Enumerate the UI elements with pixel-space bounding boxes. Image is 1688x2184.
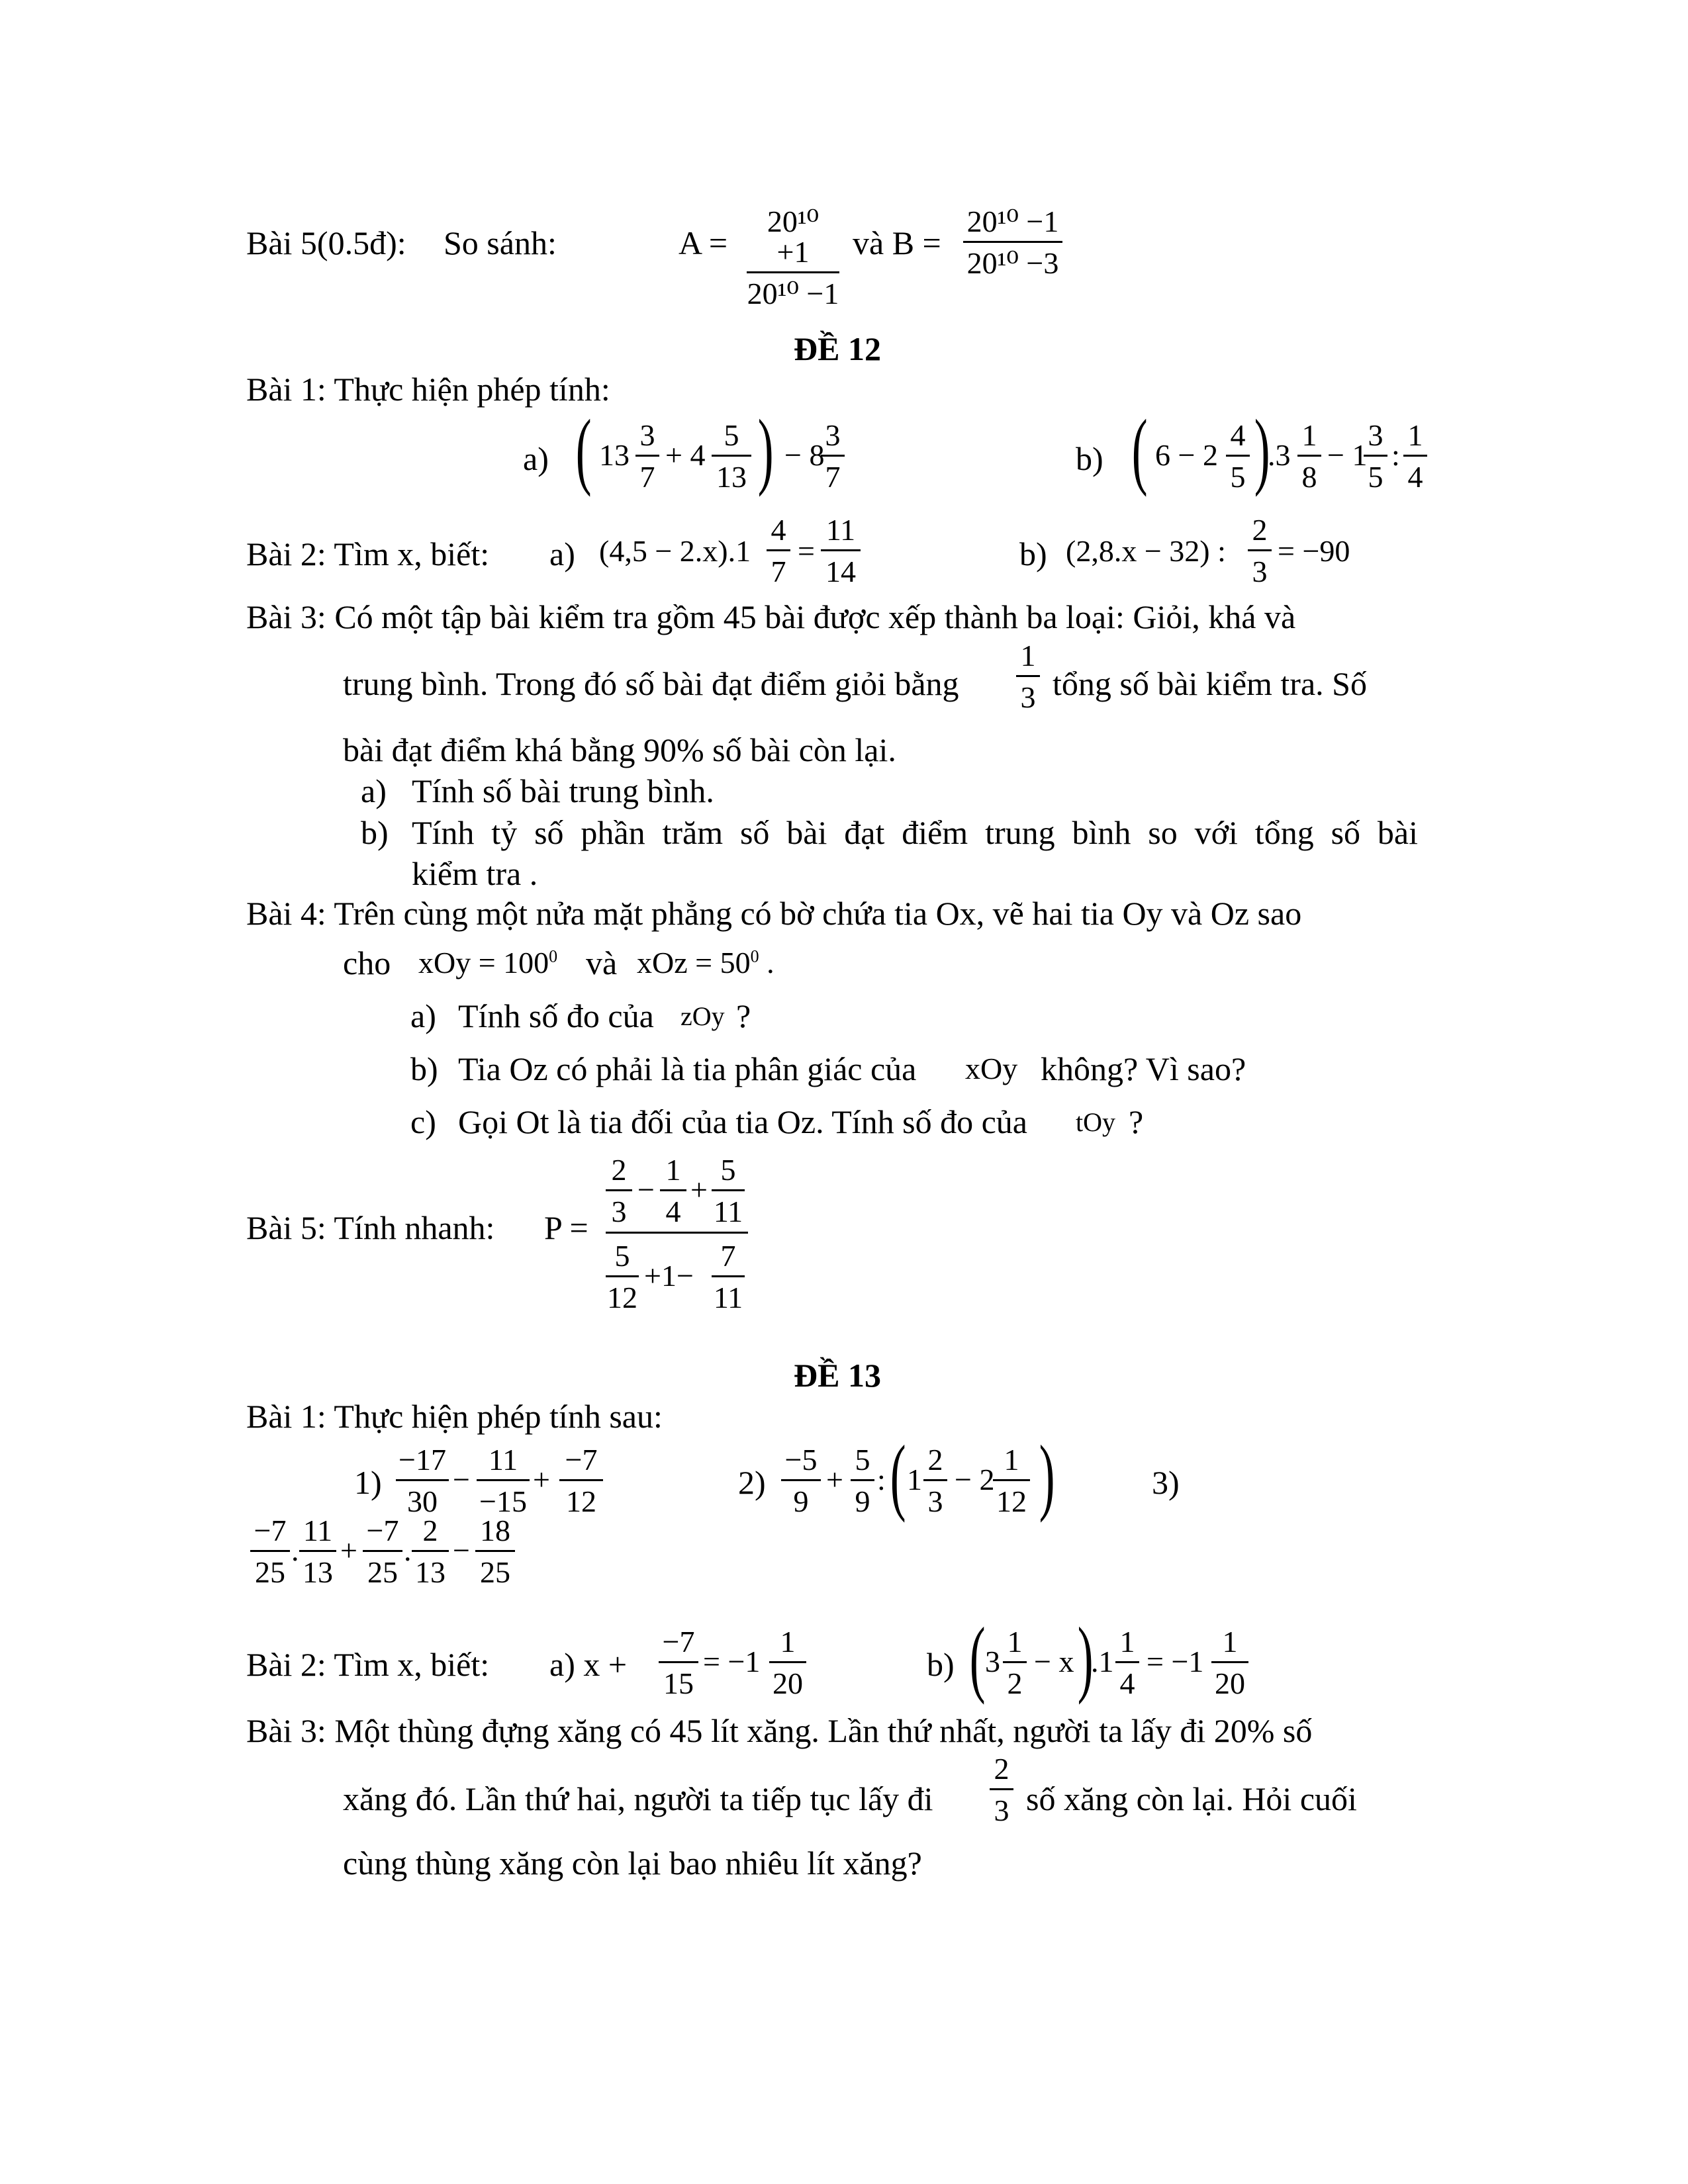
de12-bai1-a-label: a) — [523, 440, 549, 477]
frac-1-4b: $\frac{1}{4}$ — [1115, 1627, 1139, 1699]
de12-bai4-c: Gọi Ot là tia đối của tia Oz. Tính số đo của — [458, 1103, 1027, 1140]
frac-4-5: $\frac{4}{5}$ — [1226, 420, 1250, 492]
frac-m7-15: $\frac{-7}{15}$ — [659, 1627, 698, 1699]
de12-bai4-va: và — [586, 944, 618, 981]
paren-open-13: ( — [890, 1428, 906, 1524]
paren-open-2b: ( — [969, 1610, 986, 1706]
angle-toy: tOy — [1076, 1107, 1115, 1137]
de13-bai1: Bài 1: Thực hiện phép tính sau: — [246, 1398, 663, 1435]
de12-bai4-line1: Bài 4: Trên cùng một nửa mặt phẳng có bờ chứa tia Ox, vẽ hai tia Oy và Oz sao — [246, 895, 1302, 932]
fraction-B — [963, 206, 1062, 279]
de13-bai3-line3: cùng thùng xăng còn lại bao nhiêu lít xăng? — [343, 1844, 922, 1882]
A-numerator: 20¹⁰ +1 — [767, 205, 820, 269]
frac-1-20: $\frac{1}{20}$ — [769, 1627, 806, 1699]
minus-x: − x — [1034, 1645, 1074, 1678]
de12-bai2-label: Bài 2: Tìm x, biết: — [246, 535, 490, 572]
frac-3-5: $\frac{3}{5}$ — [1364, 420, 1387, 492]
frac-1-3: $\frac{1}{3}$ — [1016, 641, 1040, 713]
A-denominator: 20¹⁰ −1 — [747, 271, 839, 309]
eq-m1b: = −1 — [1147, 1645, 1204, 1678]
frac-1-20b: $\frac{1}{20}$ — [1211, 1627, 1248, 1699]
B-numerator: 20¹⁰ −1 — [966, 205, 1059, 238]
de12-bai4-b-end: không? Vì sao? — [1041, 1050, 1246, 1087]
B-denominator: 20¹⁰ −3 — [963, 241, 1062, 279]
paren-close-b: ) — [1254, 402, 1270, 498]
op-colon: : — [877, 1463, 886, 1496]
de13-title: ĐỀ 13 — [794, 1357, 881, 1394]
mixed-13: 13 — [599, 438, 630, 472]
de12-bai3-b1: Tính tỷ số phần trăm số bài đạt điểm trung bình so với tổng số bài — [412, 814, 1418, 851]
minus-8: − 8 — [784, 438, 825, 472]
de12-bai1-b-label: b) — [1076, 440, 1103, 477]
de12-bai4-cho: cho — [343, 944, 391, 981]
frac-5-13: $\frac{5}{13}$ — [712, 420, 751, 492]
de13-bai3-line2a: xăng đó. Lần thứ hai, người ta tiếp tục lấy đi — [343, 1780, 933, 1817]
fraction-A — [747, 206, 839, 309]
de12-bai5-label: Bài 5: Tính nhanh: — [246, 1209, 495, 1246]
de12-bai2-b: b) — [1019, 535, 1047, 572]
frac-3-7: $\frac{3}{7}$ — [635, 420, 659, 492]
de13-bai2-a: a) x + — [549, 1646, 628, 1683]
eq-m1: = −1 — [703, 1645, 761, 1678]
de12-title: ĐỀ 12 — [794, 330, 881, 367]
eq: = — [798, 534, 815, 568]
frac-5-9: $\frac{5}{9}$ — [851, 1445, 874, 1517]
frac-2-3: $\frac{2}{3}$ — [1248, 515, 1272, 587]
de12-bai2-b-expr: (2,8.x − 32) : — [1066, 534, 1226, 568]
top-so-sanh: So sánh: — [444, 224, 557, 261]
de12-bai1: Bài 1: Thực hiện phép tính: — [246, 371, 610, 408]
angle-xoy: xOy — [965, 1052, 1018, 1085]
de12-bai2-a: a) — [549, 535, 575, 572]
de12-bai4-a-end: ? — [736, 997, 751, 1034]
frac-m7-12: $\frac{-7}{12}$ — [559, 1445, 603, 1517]
colon: : — [1391, 438, 1400, 472]
frac-1-4: $\frac{1}{4}$ — [1403, 420, 1427, 492]
angle-zoy: zOy — [680, 1001, 725, 1031]
top-bai5-label: Bài 5(0.5đ): — [246, 224, 406, 261]
paren-open: ( — [575, 402, 592, 498]
de13-p1: 1) — [354, 1464, 382, 1501]
de12-bai2-a-expr: (4,5 − 2.x).1 — [599, 534, 751, 568]
frac-11-m15: $\frac{11}{-15}$ — [477, 1445, 530, 1517]
frac-1-12: $\frac{1}{12}$ — [993, 1445, 1030, 1517]
frac-m5-9: $\frac{-5}{9}$ — [781, 1445, 821, 1517]
op-plus: + — [533, 1463, 550, 1496]
de12-bai5-P: P = — [544, 1209, 588, 1246]
one: 1 — [907, 1463, 922, 1496]
de12-bai3-line1: Bài 3: Có một tập bài kiểm tra gồm 45 bài được xếp thành ba loại: Giỏi, khá và — [246, 598, 1296, 635]
de12-bai3-line2a: trung bình. Trong đó số bài đạt điểm giỏi bằng — [343, 665, 959, 702]
de13-bai3-line2b: số xăng còn lại. Hỏi cuối — [1026, 1780, 1357, 1817]
de12-bai3-line2b: tổng số bài kiểm tra. Số — [1053, 665, 1367, 702]
de12-bai3-line3: bài đạt điểm khá bằng 90% số bài còn lại. — [343, 731, 896, 768]
three: 3 — [985, 1645, 1000, 1678]
de12-bai4-c-end: ? — [1129, 1103, 1144, 1140]
minus-1: − 1 — [1327, 438, 1368, 472]
de13-p3: 3) — [1152, 1464, 1180, 1501]
expr-3: $\frac{-7}{25}$ . $\frac{11}{13}$ + $\frac{-7}{25}$ . $\frac{2}{13}$ − $\frac{18}{25}$ — [250, 1516, 528, 1595]
angle-xoz-eq: xOz = $50^0$ . — [637, 946, 774, 979]
A-eq: A = — [679, 224, 728, 261]
complex-fraction-P: $\frac{2}{3}$ − $\frac{1}{4}$ + $\frac{5}{11}$ $\frac{5}{12}$ +1− $\frac{7}{11}$ — [606, 1155, 748, 1314]
de12-bai4-c-label: c) — [410, 1103, 436, 1140]
op-plus2: + — [826, 1463, 843, 1496]
frac-4-7: $\frac{4}{7}$ — [767, 515, 790, 587]
de13-bai2-b: b) — [927, 1646, 955, 1683]
de12-bai4-a-label: a) — [410, 997, 436, 1034]
six-minus-2: 6 − 2 — [1155, 438, 1218, 472]
de12-bai4-a: Tính số đo của — [458, 997, 654, 1034]
de12-bai4-b: Tia Oz có phải là tia phân giác của — [458, 1050, 917, 1087]
paren-close-13: ) — [1039, 1428, 1055, 1524]
de12-bai3-b2: kiểm tra . — [412, 855, 538, 892]
plus-4: + 4 — [665, 438, 706, 472]
paren-open-b: ( — [1131, 402, 1148, 498]
minus-2: − 2 — [955, 1463, 995, 1496]
de13-bai3-line1: Bài 3: Một thùng đựng xăng có 45 lít xăng. Lần thứ nhất, người ta lấy đi 20% số — [246, 1712, 1313, 1749]
angle-xoy-eq: xOy = $100^0$ — [418, 946, 558, 979]
frac-2-3c: $\frac{2}{3}$ — [990, 1754, 1013, 1826]
frac-1-8: $\frac{1}{8}$ — [1297, 420, 1321, 492]
dot-3: .3 — [1268, 438, 1291, 472]
frac-1-2: $\frac{1}{2}$ — [1003, 1627, 1027, 1699]
frac-3-7b: $\frac{3}{7}$ — [821, 420, 845, 492]
de12-bai4-b-label: b) — [410, 1050, 438, 1087]
dot-1: .1 — [1091, 1645, 1114, 1678]
op-minus: − — [453, 1463, 470, 1496]
frac-11-14: $\frac{11}{14}$ — [821, 515, 861, 587]
frac-2-3b: $\frac{2}{3}$ — [923, 1445, 947, 1517]
de12-bai3-b-label: b) — [361, 814, 389, 851]
and-B: và B = — [853, 224, 941, 261]
de12-bai3-a-label: a) — [361, 772, 387, 809]
paren-close: ) — [757, 402, 774, 498]
de12-bai3-a: Tính số bài trung bình. — [412, 772, 714, 809]
paren-close-2b: ) — [1077, 1610, 1094, 1706]
de13-p2: 2) — [738, 1464, 766, 1501]
frac-m17-30: $\frac{-17}{30}$ — [396, 1445, 449, 1517]
de13-bai2-label: Bài 2: Tìm x, biết: — [246, 1646, 490, 1683]
de12-bai2-b-rhs: = −90 — [1278, 534, 1350, 568]
